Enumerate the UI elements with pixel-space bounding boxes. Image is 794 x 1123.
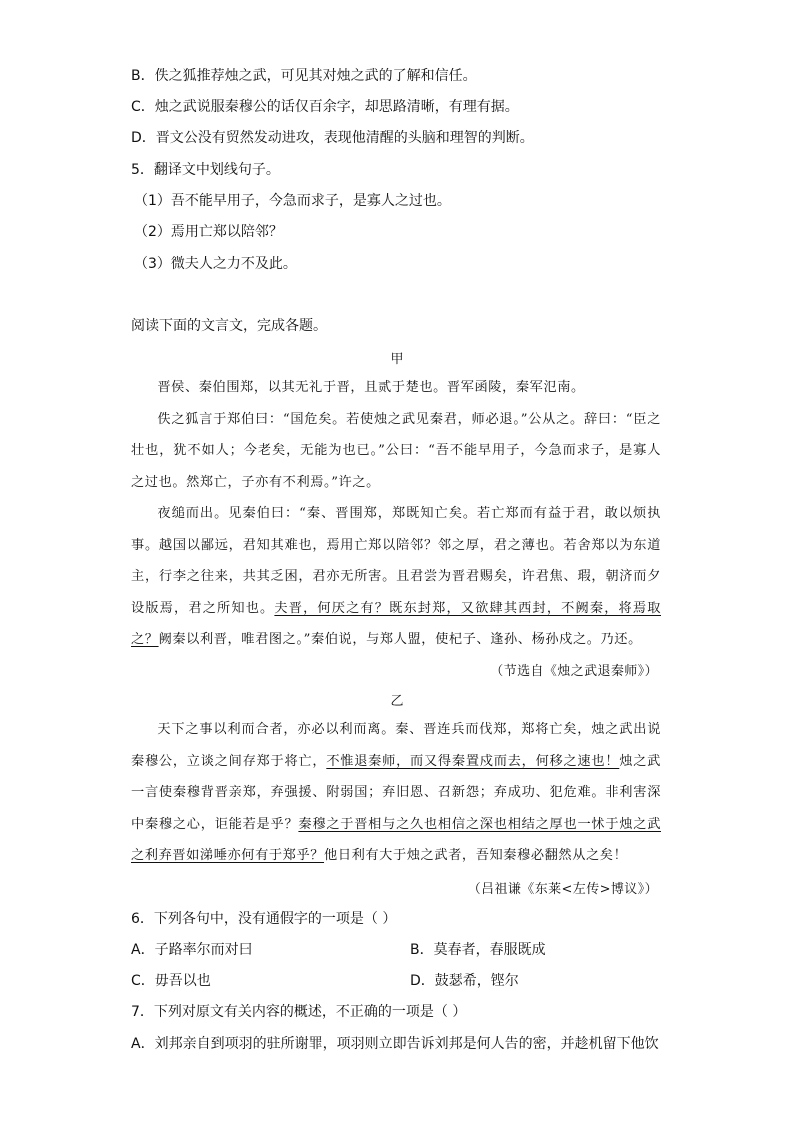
passage-yi-source: （吕祖谦《东莱<左传>博议》） — [467, 882, 658, 897]
jia-p3-text-a: 夜缒而出。见秦伯曰：“秦、晋围郑，郑既知亡矣。若亡郑而有益于君，敢以烦执事。越国以鄙远，君知其难也，焉用亡郑以陪邻？邻之厚，君之薄也。若舍郑以为东道主，行李之往来，共其乏困，君亦无所害。且君尝为晋君赐矣，许君焦、瑕，朝济而夕设版焉，君之所知也。 — [131, 506, 661, 616]
passage-jia-text — [131, 372, 661, 656]
jia-paragraph-2: 佚之狐言于郑伯曰：“国危矣。若使烛之武见秦君，师必退。”公从之。辞曰：“臣之壮也，犹不如人；今老矣，无能为也已。”公曰：“吾不能早用子，今急而求子，是寡人之过也。然郑亡，子亦有不利焉。”许之。 — [131, 411, 661, 490]
q7-option-a: A．刘邦亲自到项羽的驻所谢罪，项羽则立即告诉刘邦是何人告的密，并趁机留下他饮 — [131, 1036, 659, 1052]
passage-jia-title: 甲 — [390, 352, 404, 367]
passage-instruction: 阅读下面的文言文，完成各题。 — [131, 318, 327, 334]
q5-stem: 5．翻译文中划线句子。 — [131, 162, 280, 178]
passage-yi-text — [131, 714, 661, 872]
q5-item-3: （3）微夫人之力不及此。 — [134, 256, 297, 272]
yi-paragraph — [131, 714, 661, 872]
yi-underlined-sentence-1: 不惟退秦师，而又得秦置戍而去，何移之速也！ — [326, 753, 620, 769]
q4-option-b: B．佚之狐推荐烛之武，可见其对烛之武的了解和信任。 — [131, 68, 477, 84]
q6-option-b: B．莫春者，春服既成 — [410, 942, 546, 958]
q4-option-d: D．晋文公没有贸然发动进攻，表现他清醒的头脑和理智的判断。 — [131, 130, 534, 146]
passage-yi-title: 乙 — [390, 694, 404, 709]
jia-paragraph-1: 晋侯、秦伯围郑，以其无礼于晋，且贰于楚也。晋军函陵，秦军氾南。 — [157, 380, 585, 395]
jia-paragraph-3 — [131, 498, 661, 656]
yi-text-b: 烛之武一言使秦穆背晋亲郑，弃强援、附弱国；弃旧恩、召新怨；弃成功、犯危难。非利害深中秦穆之心，讵能若是乎？ — [131, 753, 661, 832]
q6-option-a: A．子路率尔而对曰 — [131, 942, 253, 958]
yi-underlined-sentence-2: 秦穆之于晋相与之久也相信之深也相结之厚也一怵于烛之武之利弃晋如涕唾亦何有于郑乎？ — [131, 816, 661, 863]
passage-jia-source: （节选自《烛之武退秦师》） — [490, 664, 658, 679]
yi-text-c: 他日利有大于烛之武者，吾知秦穆必翻然从之矣！ — [324, 848, 628, 863]
yi-text-a: 天下之事以利而合者，亦必以利而离。秦、晋连兵而伐郑，郑将亡矣，烛之武出说秦穆公，立谈之间存郑于将亡， — [131, 722, 661, 769]
jia-p3-text-b: 阙秦以利晋，唯君图之。”秦伯说，与郑人盟，使杞子、逢孙、杨孙戍之。乃还。 — [158, 632, 642, 647]
q4-option-c: C．烛之武说服秦穆公的话仅百余字，却思路清晰，有理有据。 — [131, 99, 519, 115]
q5-item-1: （1）吾不能早用子，今急而求子，是寡人之过也。 — [134, 193, 451, 209]
q6-option-d: D．鼓瑟希，铿尔 — [410, 973, 519, 989]
q7-stem: 7．下列对原文有关内容的概述，不正确的一项是（ ） — [131, 1004, 467, 1020]
q6-stem: 6．下列各句中，没有通假字的一项是（ ） — [131, 911, 397, 927]
q5-item-2: （2）焉用亡郑以陪邻？ — [134, 224, 283, 240]
jia-underlined-sentence: 夫晋，何厌之有？既东封郑，又欲肆其西封，不阙秦，将焉取之？ — [131, 600, 661, 647]
q6-option-c: C．毋吾以也 — [131, 973, 211, 989]
